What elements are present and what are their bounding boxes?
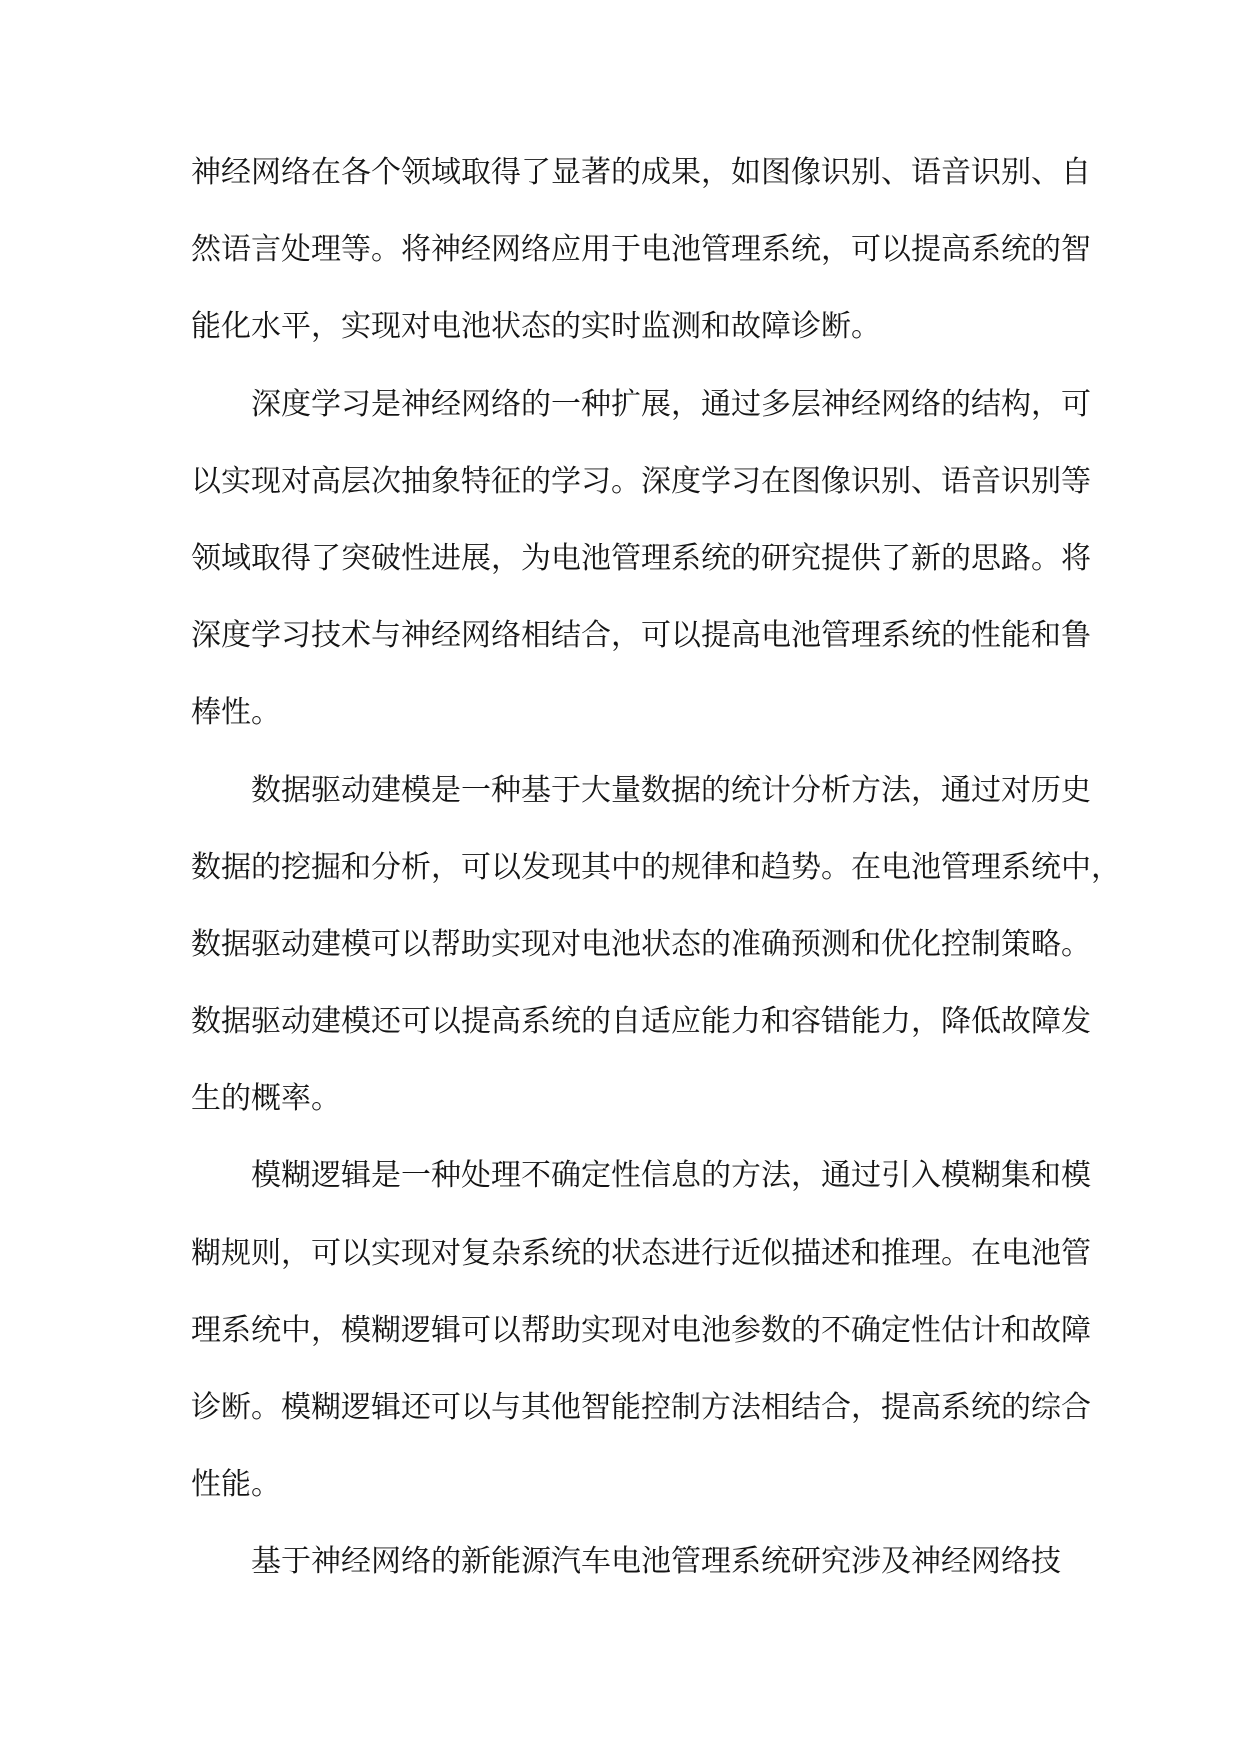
text-line: 能化水平，实现对电池状态的实时监测和故障诊断。 (191, 309, 881, 345)
text-line: 诊断。模糊逻辑还可以与其他智能控制方法相结合，提高系统的综合 (191, 1390, 1091, 1425)
text-line: 理系统中，模糊逻辑可以帮助实现对电池参数的不确定性估计和故障 (191, 1312, 1091, 1348)
text-line: 糊规则，可以实现对复杂系统的状态进行近似描述和推理。在电池管 (191, 1235, 1091, 1271)
text-line: 然语言处理等。将神经网络应用于电池管理系统，可以提高系统的智 (191, 232, 1091, 268)
text-line: 神经网络在各个领域取得了显著的成果，如图像识别、语音识别、自 (191, 155, 1091, 190)
text-line: 性能。 (191, 1467, 281, 1503)
text-line: 基于神经网络的新能源汽车电池管理系统研究涉及神经网络技 (251, 1544, 1061, 1580)
body-text (191, 145, 1121, 1612)
text-line: 数据驱动建模可以帮助实现对电池状态的准确预测和优化控制策略。 (191, 926, 1091, 962)
text-line: 深度学习技术与神经网络相结合，可以提高电池管理系统的性能和鲁 (191, 618, 1091, 654)
text-line: 生的概率。 (191, 1081, 341, 1117)
text-line: 数据的挖掘和分析，可以发现其中的规律和趋势。在电池管理系统中， (191, 849, 1121, 885)
text-line: 深度学习是神经网络的一种扩展，通过多层神经网络的结构，可 (251, 386, 1091, 422)
text-line: 数据驱动建模是一种基于大量数据的统计分析方法，通过对历史 (251, 772, 1091, 808)
text-line: 棒性。 (191, 695, 281, 731)
text-line: 数据驱动建模还可以提高系统的自适应能力和容错能力，降低故障发 (191, 1004, 1091, 1040)
text-line: 模糊逻辑是一种处理不确定性信息的方法，通过引入模糊集和模 (251, 1158, 1091, 1194)
text-line: 领域取得了突破性进展，为电池管理系统的研究提供了新的思路。将 (191, 540, 1091, 576)
text-line: 以实现对高层次抽象特征的学习。深度学习在图像识别、语音识别等 (191, 463, 1091, 499)
